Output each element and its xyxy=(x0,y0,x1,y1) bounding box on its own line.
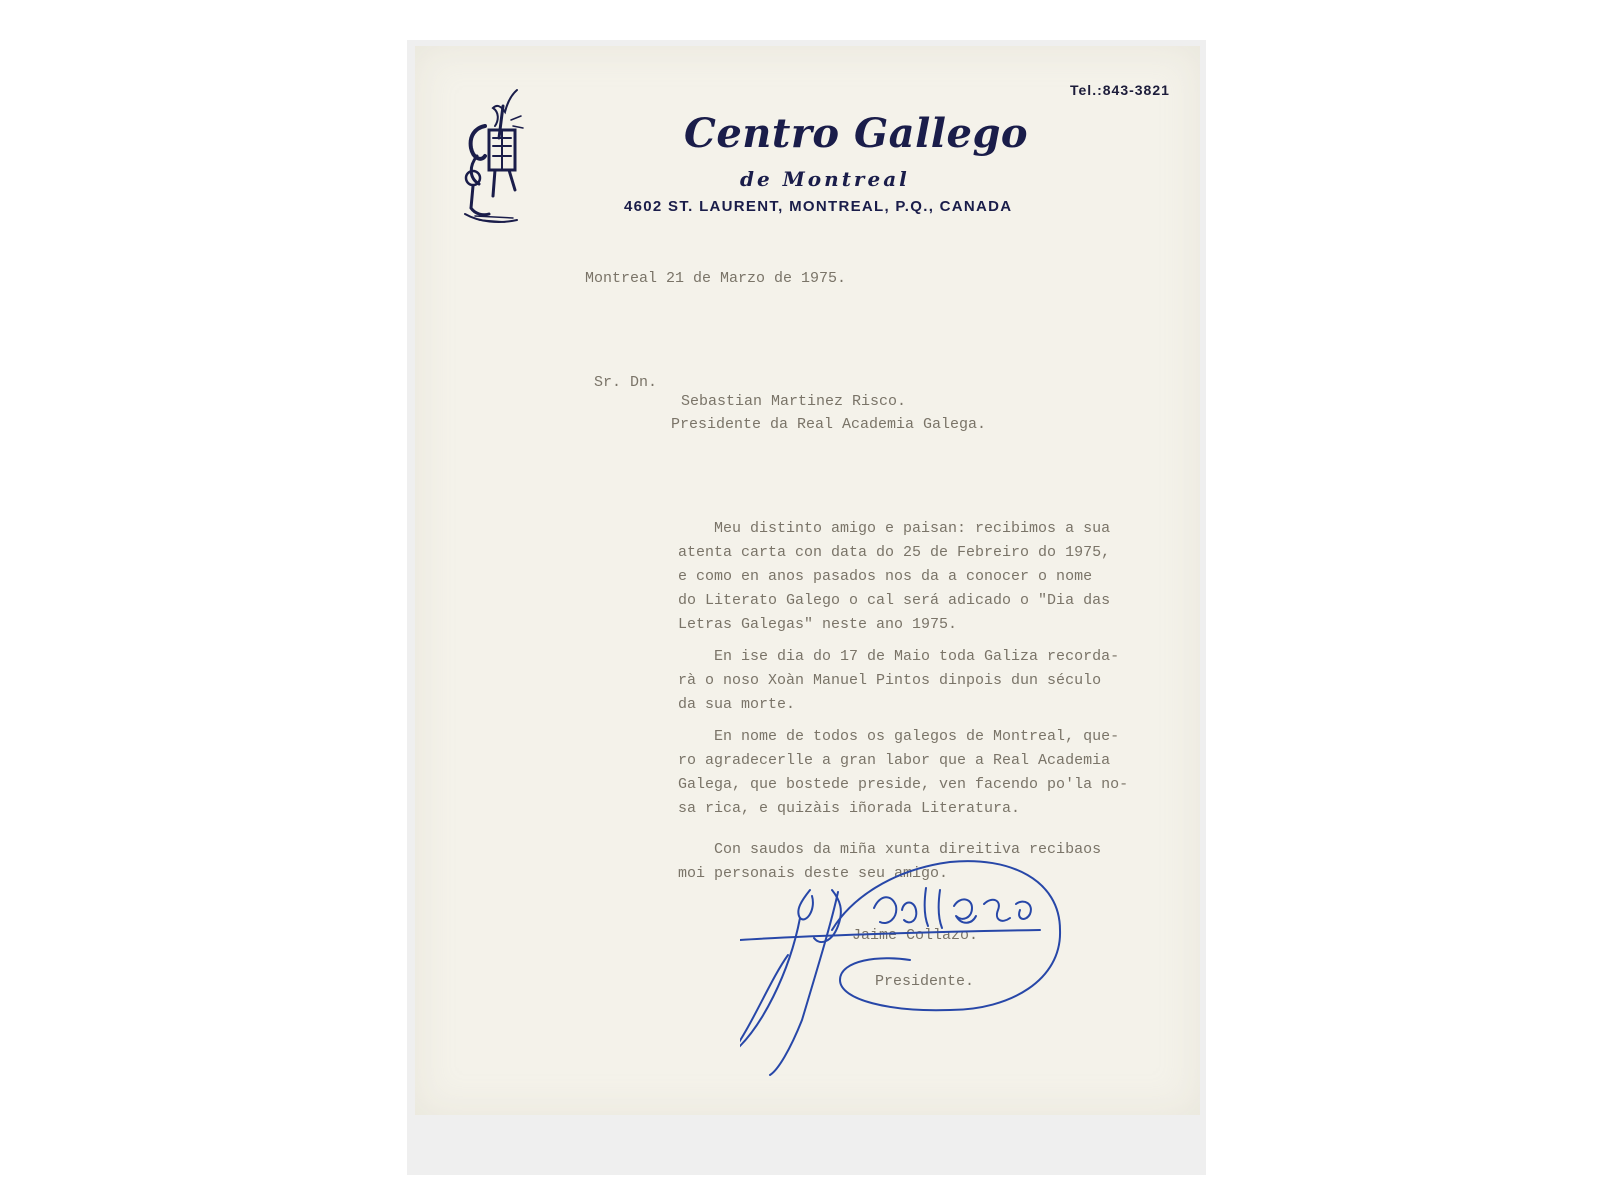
paragraph-line: En nome de todos os galegos de Montreal, que- xyxy=(678,728,1120,745)
handwritten-signature xyxy=(740,830,1080,1080)
paragraph-line: Galega, que bostede preside, ven facendo po'la no- xyxy=(678,776,1129,793)
letter-paragraph xyxy=(678,645,1168,717)
letter-paragraph xyxy=(678,517,1168,637)
recipient-name: Sebastian Martinez Risco. xyxy=(681,393,907,410)
coat-of-arms-logo xyxy=(455,86,535,236)
salutation: Sr. Dn. xyxy=(594,374,658,391)
paragraph-line: atenta carta con data do 25 de Febreiro do 1975, xyxy=(678,544,1111,561)
paragraph-line: e como en anos pasados nos da a conocer o nome xyxy=(678,568,1093,585)
paragraph-line: rà o noso Xoàn Manuel Pintos dinpois dun século xyxy=(678,672,1102,689)
paragraph-line: da sua morte. xyxy=(678,696,796,713)
paragraph-line: En ise dia do 17 de Maio toda Galiza recorda- xyxy=(678,648,1120,665)
paragraph-line: do Literato Galego o cal será adicado o "Dia das xyxy=(678,592,1111,609)
paragraph-line: Letras Galegas" neste ano 1975. xyxy=(678,616,958,633)
organization-subtitle: de Montreal xyxy=(740,167,910,191)
paragraph-line: Con saudos da miña xunta direitiva recibaos xyxy=(678,841,1102,858)
paragraph-line: sa rica, e quizàis iñorada Literatura. xyxy=(678,800,1021,817)
recipient-title: Presidente da Real Academia Galega. xyxy=(671,416,987,433)
letter-paragraph xyxy=(678,725,1168,821)
letter-date: Montreal 21 de Marzo de 1975. xyxy=(585,270,847,287)
organization-name: Centro Gallego xyxy=(684,110,1029,157)
paragraph-line: ro agradecerlle a gran labor que a Real Academia xyxy=(678,752,1111,769)
paragraph-line: Meu distinto amigo e paisan: recibimos a sua xyxy=(678,520,1111,537)
letterhead-telephone: Tel.:843-3821 xyxy=(1070,82,1170,98)
signer-title: Presidente. xyxy=(875,973,975,990)
signer-name: Jaime Collazo. xyxy=(852,927,979,944)
organization-address: 4602 ST. LAURENT, MONTREAL, P.Q., CANADA xyxy=(624,198,1013,215)
paragraph-line: moi personais deste seu amigo. xyxy=(678,865,949,882)
